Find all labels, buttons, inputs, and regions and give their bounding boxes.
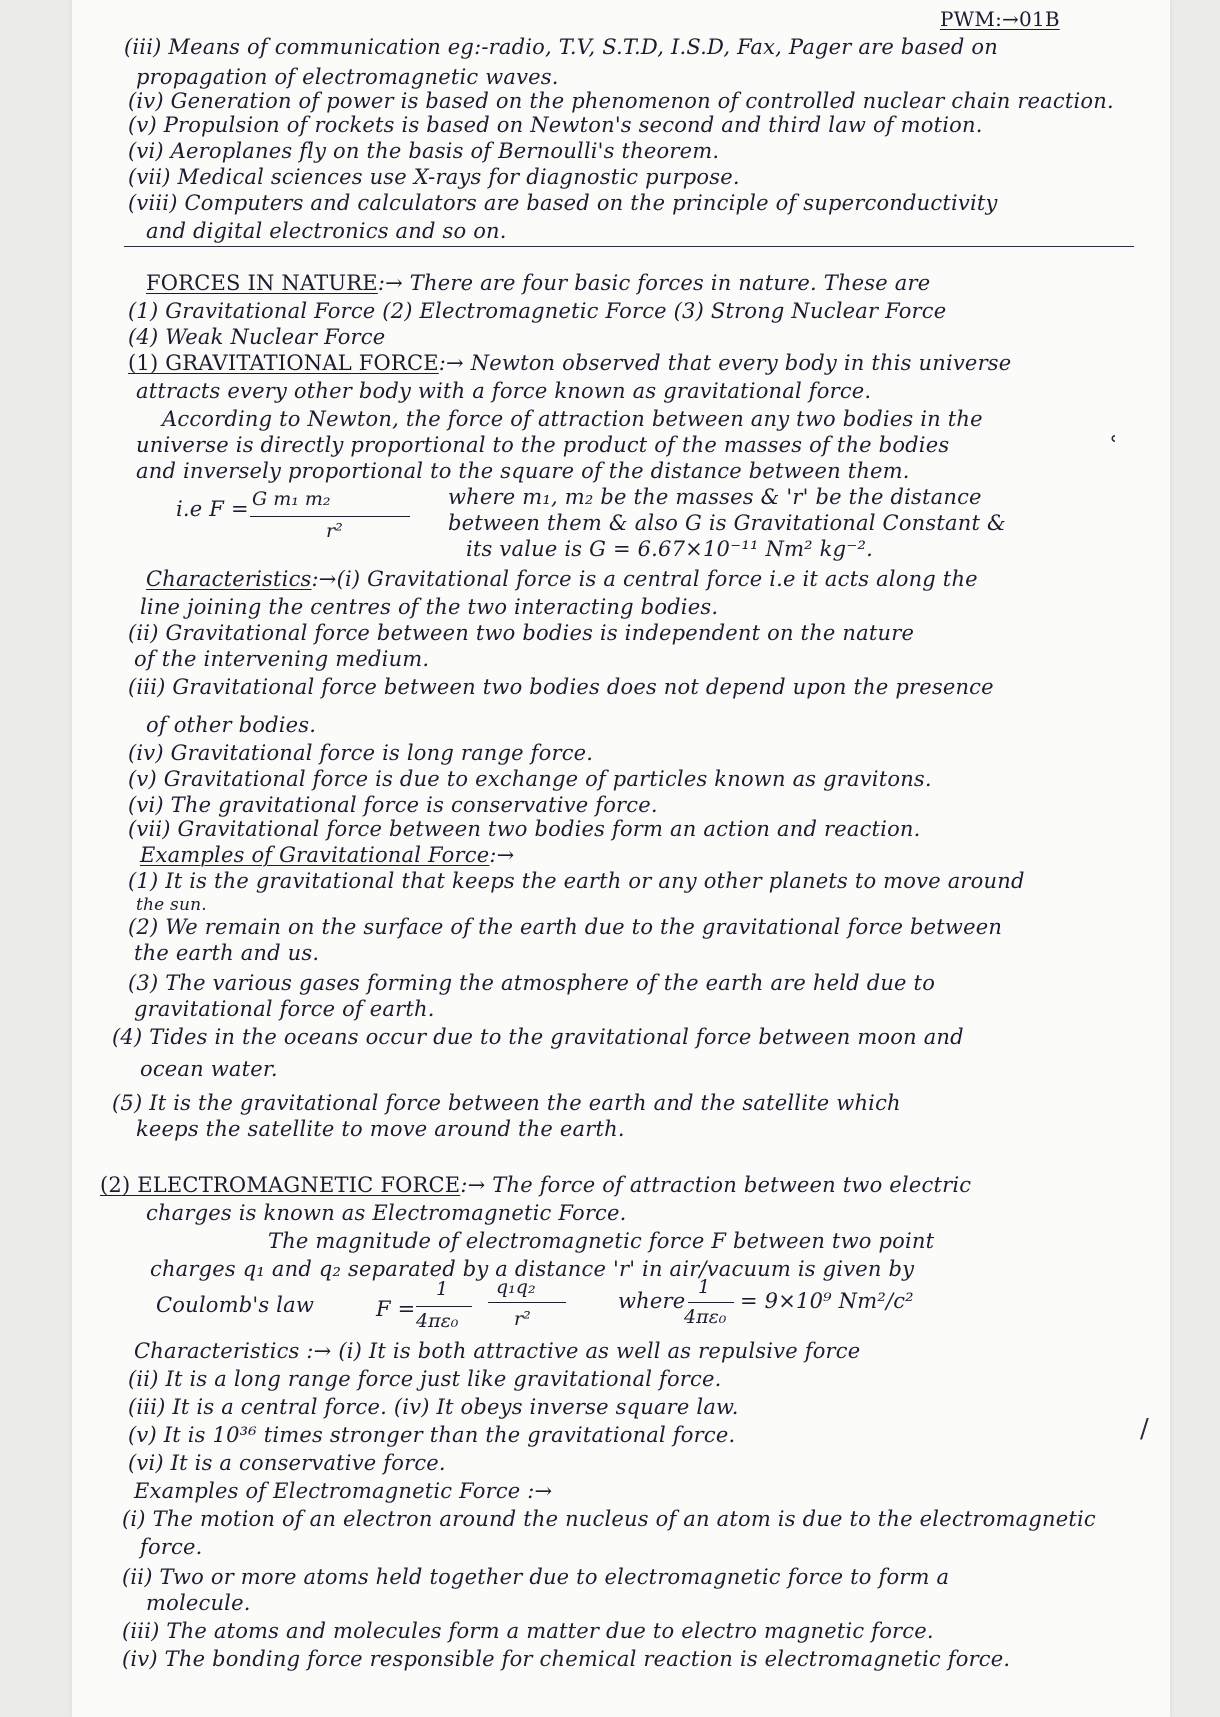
electromagnetic-intro-line: The magnitude of electromagnetic force F between two point (268, 1229, 935, 1253)
gravitational-example-line: (3) The various gases forming the atmosphere of the earth are held due to (128, 971, 936, 995)
electromagnetic-intro-line: charges is known as Electromagnetic Force. (146, 1201, 627, 1225)
electromagnetic-examples-heading: Examples of Electromagnetic Force :→ (134, 1479, 553, 1503)
gravitational-example-line: the earth and us. (134, 941, 320, 965)
gravitation-formula-prefix: i.e F = (176, 497, 249, 521)
electromagnetic-example-line: (ii) Two or more atoms held together due to electromagnetic force to form a (122, 1565, 950, 1589)
gravitational-heading: (1) GRAVITATIONAL FORCE:→ Newton observed that every body in this universe (128, 351, 1012, 375)
intro-line: (iii) Means of communication eg:-radio, T.V, S.T.D, I.S.D, Fax, Pager are based on (124, 35, 998, 59)
gravitation-where-line: where m₁, m₂ be the masses & 'r' be the distance (448, 485, 982, 509)
page-reference: PWM:→01B (940, 7, 1060, 31)
gravitational-example-line: (5) It is the gravitational force between the earth and the satellite which (112, 1091, 901, 1115)
electromagnetic-characteristics-line: (v) It is 10³⁶ times stronger than the gravitational force. (128, 1423, 736, 1447)
coulomb-law-label: Coulomb's law (156, 1293, 314, 1317)
gravitational-example-line: the sun. (136, 895, 207, 915)
forces-heading: FORCES IN NATURE:→ There are four basic forces in nature. These are (146, 271, 931, 295)
gravitational-intro-line: universe is directly proportional to the product of the masses of the bodies (136, 433, 950, 457)
electromagnetic-example-line: force. (140, 1535, 203, 1559)
intro-line: (viii) Computers and calculators are based on the principle of superconductivity (128, 191, 998, 215)
gravitational-intro-line: and inversely proportional to the square of the distance between them. (136, 459, 910, 483)
electromagnetic-example-line: (i) The motion of an electron around the nucleus of an atom is due to the electromagnetic (122, 1507, 1096, 1531)
electromagnetic-example-line: molecule. (146, 1591, 251, 1615)
electromagnetic-characteristics-line: (ii) It is a long range force just like gravitational force. (128, 1367, 722, 1391)
intro-line: (iv) Generation of power is based on the phenomenon of controlled nuclear chain reaction. (128, 89, 1114, 113)
gravitation-formula-denominator: r² (326, 520, 343, 542)
intro-line: (vii) Medical sciences use X-rays for diagnostic purpose. (128, 165, 740, 189)
electromagnetic-intro-line: charges q₁ and q₂ separated by a distance 'r' in air/vacuum is given by (150, 1257, 915, 1281)
coulomb-constant-value: = 9×10⁹ Nm²/c² (740, 1289, 914, 1313)
coulomb-q-fraction-bar (488, 1302, 566, 1303)
gravitation-where-line: its value is G = 6.67×10⁻¹¹ Nm² kg⁻². (466, 537, 874, 561)
gravitational-characteristics-line: (iv) Gravitational force is long range force. (128, 741, 594, 765)
gravitational-example-line: keeps the satellite to move around the earth. (136, 1117, 625, 1141)
gravitational-characteristics-line: of other bodies. (146, 713, 317, 737)
gravitational-characteristics-line: (vii) Gravitational force between two bodies form an action and reaction. (128, 817, 921, 841)
gravitational-characteristics-line: (v) Gravitational force is due to exchange of particles known as gravitons. (128, 767, 932, 791)
forces-list: (4) Weak Nuclear Force (128, 325, 386, 349)
gravitational-characteristics-line: (iii) Gravitational force between two bodies does not depend upon the presence (128, 675, 994, 699)
intro-line: and digital electronics and so on. (146, 219, 507, 243)
gravitational-example-line: gravitational force of earth. (134, 997, 435, 1021)
electromagnetic-heading: (2) ELECTROMAGNETIC FORCE:→ The force of attraction between two electric (100, 1173, 972, 1197)
coulomb-q-denominator: r² (514, 1308, 531, 1330)
section-divider (124, 246, 1134, 247)
forces-list: (1) Gravitational Force (2) Electromagnetic Force (3) Strong Nuclear Force (128, 299, 947, 323)
electromagnetic-example-line: (iii) The atoms and molecules form a matter due to electro magnetic force. (122, 1619, 934, 1643)
gravitational-characteristics-line: (vi) The gravitational force is conservative force. (128, 793, 658, 817)
gravitation-fraction-bar (250, 516, 410, 517)
gravitational-intro-line: According to Newton, the force of attraction between any two bodies in the (162, 407, 983, 431)
gravitational-intro-line: attracts every other body with a force known as gravitational force. (136, 379, 872, 403)
gravitational-characteristics-line: of the intervening medium. (134, 647, 430, 671)
gravitational-example-line: (2) We remain on the surface of the earth due to the gravitational force between (128, 915, 1003, 939)
electromagnetic-characteristics-line: (iii) It is a central force. (iv) It obeys inverse square law. (128, 1395, 739, 1419)
coulomb-where-label: where (618, 1289, 686, 1313)
intro-line: propagation of electromagnetic waves. (136, 65, 559, 89)
gravitational-characteristics-line: line joining the centres of the two interacting bodies. (140, 595, 719, 619)
gravitational-example-line: ocean water. (140, 1057, 278, 1081)
gravitational-examples-heading: Examples of Gravitational Force:→ (140, 843, 515, 867)
coulomb-k-numerator: 1 (436, 1278, 449, 1300)
gravitation-formula-numerator: G m₁ m₂ (252, 488, 331, 510)
intro-line: (v) Propulsion of rockets is based on Newton's second and third law of motion. (128, 113, 983, 137)
coulomb-formula-prefix: F = (376, 1297, 416, 1321)
gravitational-characteristics-line: Characteristics:→(i) Gravitational force is a central force i.e it acts along the (146, 567, 978, 591)
intro-line: (vi) Aeroplanes fly on the basis of Bernoulli's theorem. (128, 139, 720, 163)
coulomb-where-fraction-bar (688, 1302, 734, 1303)
electromagnetic-characteristics-line: (vi) It is a conservative force. (128, 1451, 446, 1475)
electromagnetic-example-line: (iv) The bonding force responsible for chemical reaction is electromagnetic force. (122, 1647, 1011, 1671)
gravitational-characteristics-line: (ii) Gravitational force between two bodies is independent on the nature (128, 621, 915, 645)
coulomb-q-numerator: q₁q₂ (496, 1276, 536, 1298)
gravitational-example-line: (4) Tides in the oceans occur due to the gravitational force between moon and (112, 1025, 964, 1049)
margin-mark: ʿ (1110, 432, 1118, 462)
coulomb-where-denominator: 4πε₀ (684, 1306, 727, 1328)
margin-mark: / (1140, 1414, 1149, 1444)
coulomb-where-numerator: 1 (698, 1276, 711, 1298)
coulomb-k-denominator: 4πε₀ (416, 1310, 459, 1332)
gravitational-example-line: (1) It is the gravitational that keeps the earth or any other planets to move around (128, 869, 1025, 893)
gravitation-where-line: between them & also G is Gravitational Constant & (448, 511, 1006, 535)
electromagnetic-characteristics-line: Characteristics :→ (i) It is both attractive as well as repulsive force (134, 1339, 861, 1363)
coulomb-k-fraction-bar (416, 1306, 472, 1307)
